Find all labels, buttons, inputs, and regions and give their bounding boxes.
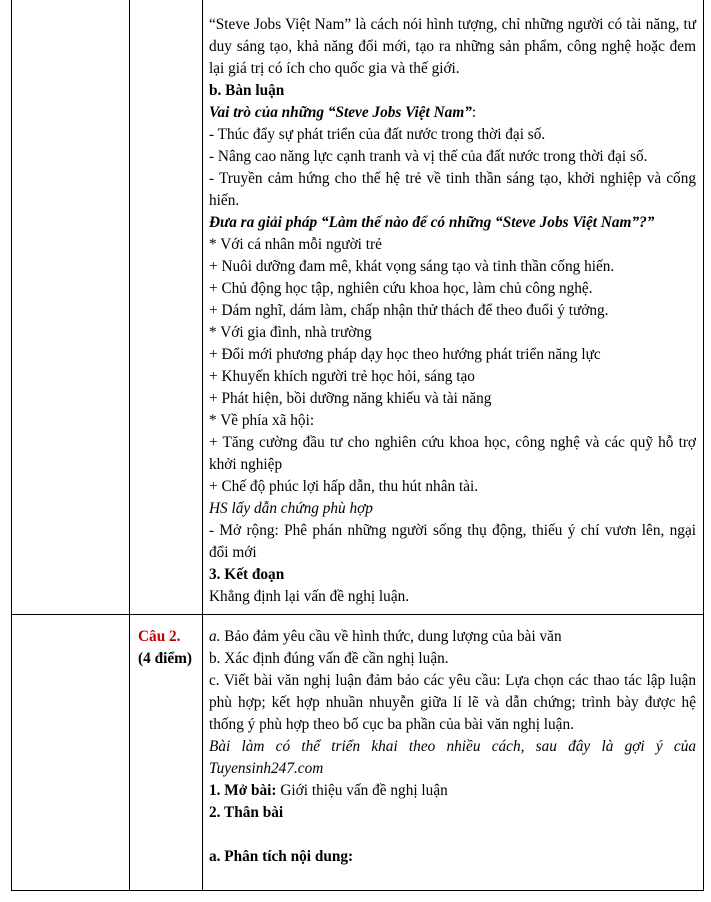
- question-points: (4 điểm): [138, 650, 192, 667]
- evidence-note: HS lấy dẫn chứng phù hợp: [209, 500, 373, 517]
- solutions-item: * Về phía xã hội:: [209, 412, 315, 429]
- table-divider-1: [129, 0, 130, 891]
- solutions-item: + Khuyến khích người trẻ học hỏi, sáng tạo: [209, 368, 475, 385]
- conclusion-heading: 3. Kết đoạn: [209, 566, 285, 583]
- question-number: Câu 2.: [138, 628, 181, 645]
- solutions-item: + Nuôi dưỡng đam mê, khát vọng sáng tạo và tinh thần cống hiến.: [209, 258, 615, 275]
- solutions-item: + Chế độ phúc lợi hấp dẫn, thu hút nhân tài.: [209, 478, 479, 495]
- solutions-item: + Tăng cường đầu tư cho nghiên cứu khoa học, công nghệ và các quỹ hỗ trợ khởi nghiệp: [209, 434, 696, 473]
- intro-paragraph: “Steve Jobs Việt Nam” là cách nói hình tượng, chỉ những người có tài năng, tư duy sáng tạo, khả năng đổi mới, tạo ra những sản phẩm, công nghệ hoặc đem lại giá trị có ích cho quốc gia và thế giới.: [209, 16, 696, 77]
- solutions-item: + Đổi mới phương pháp dạy học theo hướng phát triển năng lực: [209, 346, 601, 363]
- part1-content: [209, 14, 696, 608]
- blank-line: [209, 824, 696, 846]
- table-divider-2: [202, 0, 203, 891]
- roles-item: - Thúc đẩy sự phát triển của đất nước trong thời đại số.: [209, 126, 546, 143]
- mo-bai: 1. Mở bài: Giới thiệu vấn đề nghị luận: [209, 782, 448, 799]
- extension-paragraph: - Mở rộng: Phê phán những người sống thụ động, thiếu ý chí vươn lên, ngại đổi mới: [209, 522, 696, 561]
- section-b-heading: b. Bàn luận: [209, 82, 285, 99]
- solutions-item: + Phát hiện, bồi dưỡng năng khiếu và tài năng: [209, 390, 492, 407]
- question-2-label: [138, 626, 192, 670]
- solutions-item: * Với cá nhân mỗi người trẻ: [209, 236, 382, 253]
- guidance-note: Bài làm có thể triển khai theo nhiều cách, sau đây là gợi ý của Tuyensinh247.com: [209, 738, 696, 777]
- table-border-right: [703, 0, 704, 891]
- row-separator: [11, 614, 704, 615]
- table-border-left: [11, 0, 12, 891]
- roles-item: - Truyền cảm hứng cho thế hệ trẻ về tinh thần sáng tạo, khởi nghiệp và cống hiến.: [209, 170, 696, 209]
- roles-item: - Nâng cao năng lực cạnh tranh và vị thế của đất nước trong thời đại số.: [209, 148, 648, 165]
- table-border-bottom: [11, 890, 704, 891]
- solutions-item: + Dám nghĩ, dám làm, chấp nhận thử thách để theo đuổi ý tưởng.: [209, 302, 609, 319]
- solutions-item: * Với gia đình, nhà trường: [209, 324, 372, 341]
- criterion-b: b. Xác định đúng vấn đề cần nghị luận.: [209, 650, 449, 667]
- phan-tich-heading: a. Phân tích nội dung:: [209, 848, 354, 865]
- roles-heading: Vai trò của những “Steve Jobs Việt Nam”:: [209, 104, 477, 121]
- question-2-content: [209, 626, 696, 868]
- solutions-item: + Chủ động học tập, nghiên cứu khoa học, làm chủ công nghệ.: [209, 280, 593, 297]
- criterion-c: c. Viết bài văn nghị luận đảm bảo các yêu cầu: Lựa chọn các thao tác lập luận phù hợp; kết hợp nhuần nhuyễn giữa lí lẽ và dẫn chứng; trình bày được hệ thống ý phù hợp theo bố cục ba phần của bài văn nghị luận.: [209, 672, 696, 733]
- conclusion-text: Khẳng định lại vấn đề nghị luận.: [209, 588, 410, 605]
- than-bai-heading: 2. Thân bài: [209, 804, 284, 821]
- criterion-a: a. Bảo đảm yêu cầu về hình thức, dung lượng của bài văn: [209, 628, 562, 645]
- solutions-heading: Đưa ra giải pháp “Làm thế nào để có những “Steve Jobs Việt Nam”?”: [209, 214, 655, 231]
